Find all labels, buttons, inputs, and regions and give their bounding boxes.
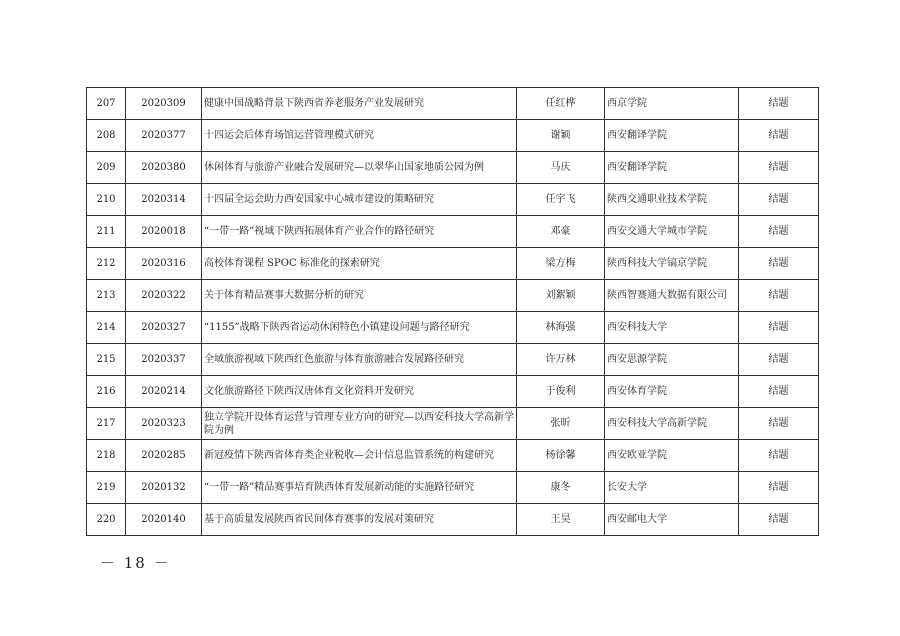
cell-status: 结题 [739,344,819,376]
cell-principal: 张昕 [517,408,605,440]
cell-status: 结题 [739,408,819,440]
table-row [87,152,819,184]
cell-project-code: 2020380 [126,152,202,184]
cell-project-code: 2020140 [126,504,202,536]
cell-number: 216 [87,376,126,408]
table-row [87,216,819,248]
page-number: － 18 － [100,554,171,572]
cell-number: 210 [87,184,126,216]
cell-status: 结题 [739,440,819,472]
cell-number: 208 [87,120,126,152]
cell-project-code: 2020316 [126,248,202,280]
table-row [87,248,819,280]
table-row [87,408,819,440]
cell-project-title: 十四届全运会助力西安国家中心城市建设的策略研究 [202,184,517,216]
cell-status: 结题 [739,216,819,248]
cell-principal: 许万林 [517,344,605,376]
cell-principal: 于俊利 [517,376,605,408]
table-row [87,504,819,536]
table-row [87,472,819,504]
cell-institution: 西安欧亚学院 [605,440,739,472]
cell-project-code: 2020314 [126,184,202,216]
cell-project-title: 独立学院开设体育运营与管理专业方向的研究—以西安科技大学高新学院为例 [202,408,517,440]
cell-status: 结题 [739,312,819,344]
cell-institution: 西安思源学院 [605,344,739,376]
results-table [86,87,819,536]
cell-project-title: “一带一路”视域下陕西拓展体育产业合作的路径研究 [202,216,517,248]
cell-project-code: 2020322 [126,280,202,312]
cell-number: 214 [87,312,126,344]
cell-principal: 王昊 [517,504,605,536]
cell-number: 220 [87,504,126,536]
cell-number: 218 [87,440,126,472]
cell-principal: 康冬 [517,472,605,504]
cell-status: 结题 [739,248,819,280]
cell-project-code: 2020377 [126,120,202,152]
cell-institution: 西京学院 [605,88,739,120]
cell-institution: 西安翻译学院 [605,120,739,152]
cell-project-title: 健康中国战略背景下陕西省养老服务产业发展研究 [202,88,517,120]
cell-status: 结题 [739,184,819,216]
cell-institution: 长安大学 [605,472,739,504]
cell-number: 212 [87,248,126,280]
cell-institution: 西安邮电大学 [605,504,739,536]
cell-principal: 马庆 [517,152,605,184]
cell-number: 211 [87,216,126,248]
cell-institution: 西安翻译学院 [605,152,739,184]
cell-number: 207 [87,88,126,120]
cell-project-title: 新冠疫情下陕西省体育类企业税收—会计信息监管系统的构建研究 [202,440,517,472]
cell-principal: 邓豪 [517,216,605,248]
cell-number: 219 [87,472,126,504]
cell-project-title: 全域旅游视域下陕西红色旅游与体育旅游融合发展路径研究 [202,344,517,376]
cell-project-title: 休闲体育与旅游产业融合发展研究—以翠华山国家地质公园为例 [202,152,517,184]
results-table-wrapper [86,87,819,536]
cell-project-code: 2020309 [126,88,202,120]
cell-principal: 梁方梅 [517,248,605,280]
cell-status: 结题 [739,152,819,184]
cell-status: 结题 [739,88,819,120]
cell-institution: 陕西交通职业技术学院 [605,184,739,216]
cell-project-code: 2020337 [126,344,202,376]
table-row [87,120,819,152]
cell-project-title: 基于高质量发展陕西省民间体育赛事的发展对策研究 [202,504,517,536]
cell-number: 217 [87,408,126,440]
table-row [87,88,819,120]
cell-principal: 杨徐馨 [517,440,605,472]
cell-institution: 西安科技大学 [605,312,739,344]
cell-project-title: “1155”战略下陕西省运动休闲特色小镇建设问题与路径研究 [202,312,517,344]
table-row [87,344,819,376]
cell-status: 结题 [739,120,819,152]
table-body [87,88,819,536]
cell-project-code: 2020018 [126,216,202,248]
cell-institution: 西安科技大学高新学院 [605,408,739,440]
cell-number: 209 [87,152,126,184]
table-row [87,184,819,216]
cell-project-code: 2020327 [126,312,202,344]
cell-status: 结题 [739,280,819,312]
cell-project-code: 2020214 [126,376,202,408]
cell-project-code: 2020323 [126,408,202,440]
cell-institution: 西安体育学院 [605,376,739,408]
cell-project-title: “一带一路”精品赛事培育陕西体育发展新动能的实施路径研究 [202,472,517,504]
table-row [87,312,819,344]
cell-number: 215 [87,344,126,376]
cell-principal: 谢颖 [517,120,605,152]
cell-project-title: 高校体育课程 SPOC 标准化的探索研究 [202,248,517,280]
cell-principal: 刘絮颖 [517,280,605,312]
cell-principal: 林海强 [517,312,605,344]
cell-institution: 西安交通大学城市学院 [605,216,739,248]
cell-project-code: 2020285 [126,440,202,472]
cell-institution: 陕西智赛通大数据有限公司 [605,280,739,312]
table-row [87,376,819,408]
cell-status: 结题 [739,376,819,408]
cell-project-code: 2020132 [126,472,202,504]
cell-status: 结题 [739,504,819,536]
table-row [87,280,819,312]
cell-project-title: 文化旅游路径下陕西汉唐体育文化资料开发研究 [202,376,517,408]
table-row [87,440,819,472]
cell-principal: 任宇飞 [517,184,605,216]
cell-project-title: 关于体育精品赛事大数据分析的研究 [202,280,517,312]
cell-principal: 任红桦 [517,88,605,120]
cell-status: 结题 [739,472,819,504]
cell-number: 213 [87,280,126,312]
cell-project-title: 十四运会后体育场馆运营管理模式研究 [202,120,517,152]
cell-institution: 陕西科技大学镐京学院 [605,248,739,280]
